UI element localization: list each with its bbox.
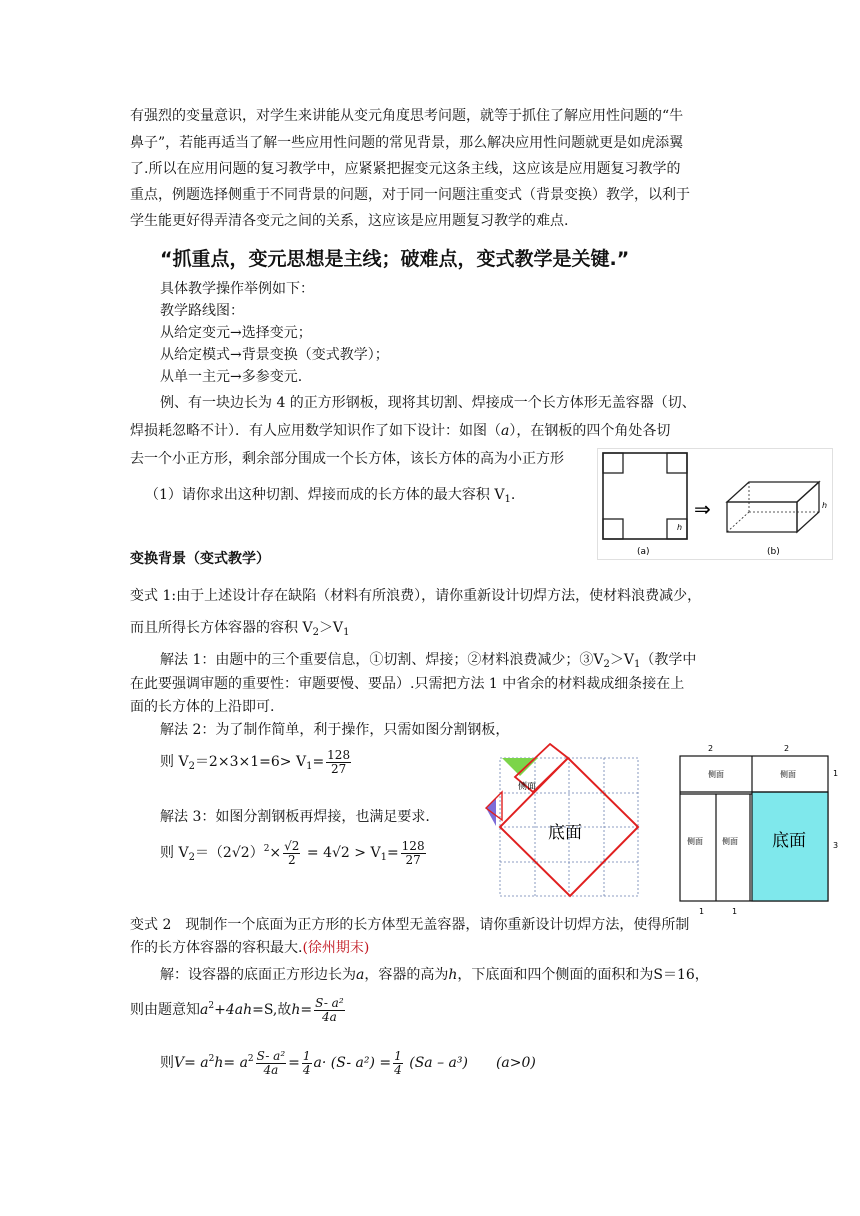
sol2-formula: 则 $V_2=2\times 3\times 1=6> V_1=$ $\frac{128}{27}$ [160, 747, 351, 776]
step-5: 从单一主元→多参变元. [160, 369, 303, 385]
step-4: 从给定模式→背景变换（变式教学）； [160, 347, 389, 363]
sol1-line2: 在此要强调审题的重要性：审题要慢、要品）.只需把方法 1 中省余的材料裁成细条接在上 [130, 676, 685, 692]
step-3: 从给定变元→选择变元； [160, 325, 312, 341]
para1-line2: 鼻子”，若能再适当了解一些应用性问题的常见背景，那么解决应用性问题就更是如虎添翼 [130, 135, 684, 151]
solution-line1: 解：设容器的底面正方形边长为a，容器的高为h，下底面和四个侧面的面积和为S＝16， [160, 967, 709, 983]
h-label-a: h [677, 523, 683, 532]
para1-line3: 了.所以在应用问题的复习教学中，应紧紧把握变元这条主线，这应该是应用题复习教学的 [130, 161, 681, 177]
example-line2: 焊损耗忽略不计）．有人应用数学知识作了如下设计：如图（a），在钢板的四个角处各切 [130, 423, 671, 439]
rect-base-label: 底面 [772, 831, 806, 851]
sol3-line1: 解法 3：如图分割钢板再焊接，也满足要求. [160, 809, 430, 825]
variant2-line1: 变式 2 现制作一个底面为正方形的长方体型无盖容器，请你重新设计切焊方法，使得所制 [130, 917, 690, 933]
step-1: 具体教学操作举例如下： [160, 281, 314, 297]
dim-top-1: 2 [708, 744, 714, 753]
dim-right-2: 3 [833, 841, 839, 850]
variant1-line2: 而且所得长方体容器的容积 $V_2>V_1$ [130, 620, 350, 638]
solution-line2: 则由题意知$a^2+4ah=S$,故h= $\frac{\text{S- a²}}{4a}$ [130, 995, 344, 1024]
solution-volume: 则$V= a^2h= a^2$ $\frac{\text{S- a²}}{4a}$ = $\frac{1}{4}$ a· (S- a²) = $\frac{1}{4}$ (Sa – a³) (a>0) [160, 1048, 536, 1077]
sol3-formula: 则 $V_2=(2√2)^2\times$ $\frac{√2}{2}$ = $4√2 > V_1=$ $\frac{128}{27}$ [160, 838, 425, 867]
arrow-icon: ⇒ [694, 497, 711, 521]
example-line1: 例、有一块边长为 4 的正方形钢板，现将其切割、焊接成一个长方体形无盖容器（切、 [160, 395, 696, 411]
step-2: 教学路线图： [160, 303, 244, 319]
sol1-line3: 面的长方体的上沿即可. [130, 699, 275, 715]
variant1-line1: 变式 1:由于上述设计存在缺陷（材料有所浪费），请你重新设计切焊方法，使材料浪费减少， [130, 588, 702, 604]
label-b: (b) [767, 547, 780, 557]
rect-side-2: 侧面 [780, 770, 796, 779]
para1-line4: 重点，例题选择侧重于不同背景的问题，对于同一问题注重变式（背景变换）教学，以利于 [130, 187, 690, 203]
question-1: （1）请你求出这种切割、焊接而成的长方体的最大容积 $V_1$. [145, 487, 516, 505]
figure-ab [597, 448, 833, 560]
rect-side-1: 侧面 [708, 770, 724, 779]
headline: “抓重点，变元思想是主线；破难点，变式教学是关键.” [160, 248, 630, 270]
example-line3: 去一个小正方形，剩余部分围成一个长方体，该长方体的高为小正方形 [130, 451, 564, 467]
sol1-line1: 解法 1：由题中的三个重要信息，①切割、焊接；②材料浪费减少；$③V_2>V_1$（教学中 [160, 652, 697, 670]
variant2-line2: 作的长方体容器的容积最大.(徐州期末) [130, 940, 370, 956]
label-a: (a) [637, 547, 650, 557]
diamond-side-label: 侧面 [518, 782, 537, 792]
h-label-b: h [822, 501, 828, 510]
dim-top-2: 2 [784, 744, 790, 753]
rect-side-3: 侧面 [687, 837, 703, 846]
section-title: 变换背景（变式教学） [130, 551, 270, 567]
figure-diamond [482, 740, 642, 900]
dim-right-1: 1 [833, 769, 839, 778]
figure-rect-net [672, 740, 852, 920]
rect-side-4: 侧面 [722, 837, 738, 846]
dim-bottom-1: 1 [699, 907, 705, 916]
diamond-base-label: 底面 [548, 823, 582, 843]
para1-line1: 有强烈的变量意识，对学生来讲能从变元角度思考问题，就等于抓住了解应用性问题的“牛 [130, 108, 684, 124]
source-tag: (徐州期末) [302, 940, 370, 956]
para1-line5: 学生能更好得弄清各变元之间的关系，这应该是应用题复习教学的难点. [130, 213, 569, 229]
dim-bottom-2: 1 [732, 907, 738, 916]
sol2-line1: 解法 2：为了制作简单，利于操作，只需如图分割钢板， [160, 722, 510, 738]
